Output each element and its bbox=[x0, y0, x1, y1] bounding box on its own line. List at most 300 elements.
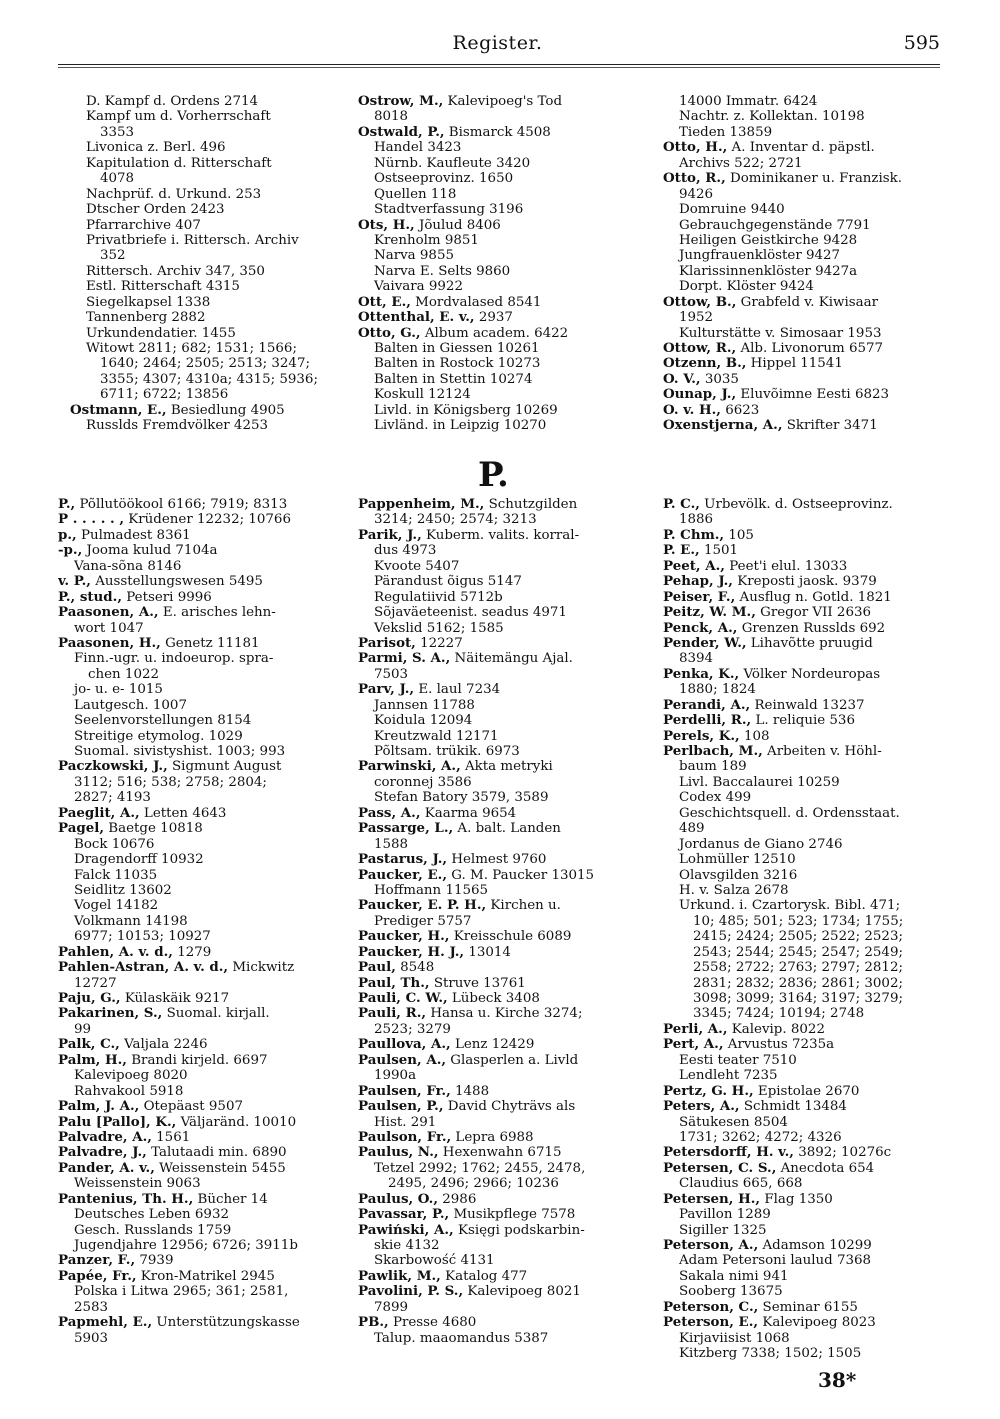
entry-author: Pauli, R., bbox=[358, 1006, 427, 1022]
bottom-column-2 bbox=[358, 497, 594, 1346]
entry-text: Pärandust õigus 5147 bbox=[374, 574, 522, 590]
index-subentry bbox=[58, 1022, 300, 1037]
bottom-column-1 bbox=[58, 497, 300, 1346]
index-subentry bbox=[663, 310, 902, 325]
entry-author: Ott, E., bbox=[358, 294, 411, 310]
index-subentry bbox=[663, 759, 903, 774]
index-subentry bbox=[58, 1068, 300, 1083]
entry-author: Perandi, A., bbox=[663, 697, 751, 713]
index-subentry bbox=[663, 914, 903, 929]
index-subentry bbox=[663, 109, 902, 124]
entry-author: Paju, G., bbox=[58, 991, 121, 1006]
entry-text: Grabfeld v. Kiwisaar bbox=[736, 294, 879, 310]
entry-author: Ottenthal, E. v., bbox=[358, 310, 475, 326]
index-entry bbox=[358, 125, 568, 140]
entry-text: 99 bbox=[74, 1021, 92, 1037]
entry-text: Adam Petersoni laulud 7368 bbox=[679, 1253, 872, 1269]
entry-author: Pass, A., bbox=[358, 805, 421, 821]
entry-text: Glasperlen a. Livld bbox=[446, 1052, 579, 1068]
entry-author: Parisot, bbox=[358, 635, 416, 651]
entry-text: 1886 bbox=[679, 512, 714, 528]
entry-text: H. v. Salza 2678 bbox=[679, 882, 789, 898]
index-subentry bbox=[70, 202, 318, 217]
index-entry bbox=[663, 590, 903, 605]
entry-text: Bücher 14 bbox=[193, 1191, 268, 1207]
index-entry bbox=[663, 1315, 903, 1330]
index-subentry bbox=[70, 248, 318, 263]
index-entry bbox=[358, 326, 568, 341]
entry-text: Jungfrauenklöster 9427 bbox=[679, 248, 841, 264]
entry-author: Ottow, B., bbox=[663, 294, 737, 310]
entry-text: 2827; 4193 bbox=[74, 790, 151, 806]
index-entry bbox=[663, 372, 902, 387]
index-entry bbox=[358, 218, 568, 233]
entry-text: Balten in Rostock 10273 bbox=[374, 356, 541, 372]
entry-text: Kalevipoeg 8021 bbox=[463, 1284, 581, 1300]
entry-text: 4078 bbox=[100, 171, 135, 187]
entry-author: Pavolini, P. S., bbox=[358, 1284, 464, 1300]
index-subentry bbox=[663, 218, 902, 233]
entry-text: Urkundendatier. 1455 bbox=[86, 325, 236, 341]
index-entry bbox=[358, 991, 594, 1006]
entry-author: Paulus, N., bbox=[358, 1145, 439, 1161]
entry-author: Pahlen-Astran, A. v. d., bbox=[58, 960, 229, 976]
entry-text: Hoffmann 11565 bbox=[374, 882, 489, 898]
index-entry bbox=[58, 991, 300, 1006]
entry-author: Oxenstjerna, A., bbox=[663, 418, 783, 434]
entry-text: G. M. Paucker 13015 bbox=[447, 867, 595, 883]
page-number: 595 bbox=[903, 32, 940, 54]
index-entry bbox=[358, 806, 594, 821]
index-entry bbox=[663, 744, 903, 759]
entry-author: Paasonen, H., bbox=[58, 635, 161, 651]
index-entry bbox=[663, 559, 903, 574]
entry-text: Tannenberg 2882 bbox=[86, 310, 206, 326]
entry-author: Pahlen, A. v. d., bbox=[58, 944, 173, 960]
index-entry bbox=[58, 1253, 300, 1268]
entry-author: Peterson, A., bbox=[663, 1238, 759, 1253]
entry-author: Ottow, R., bbox=[663, 341, 737, 356]
index-subentry bbox=[358, 264, 568, 279]
index-subentry bbox=[58, 1084, 300, 1099]
entry-text: Kulturstätte v. Simosaar 1953 bbox=[679, 325, 882, 341]
entry-author: Paeglit, A., bbox=[58, 805, 140, 821]
entry-author: P., bbox=[58, 497, 76, 512]
entry-author: P., stud., bbox=[58, 589, 122, 605]
index-entry bbox=[358, 1315, 594, 1330]
entry-text: jo- u. e- 1015 bbox=[74, 682, 163, 698]
index-subentry bbox=[663, 248, 902, 263]
top-column-2 bbox=[358, 94, 568, 434]
entry-text: 1279 bbox=[172, 944, 212, 960]
entry-text: Streitige etymolog. 1029 bbox=[74, 728, 243, 744]
entry-author: Pawiński, A., bbox=[358, 1222, 454, 1238]
index-subentry bbox=[663, 1223, 903, 1238]
entry-author: PB., bbox=[358, 1315, 389, 1331]
entry-text: Regulatiivid 5712b bbox=[374, 589, 503, 605]
entry-text: Põltsam. trükik. 6973 bbox=[374, 744, 520, 759]
index-subentry bbox=[663, 976, 903, 991]
index-subentry bbox=[358, 109, 568, 124]
entry-text: Reinwald 13237 bbox=[750, 697, 865, 713]
entry-author: Pastarus, J., bbox=[358, 852, 448, 868]
entry-author: Passarge, L., bbox=[358, 821, 454, 837]
entry-author: P. E., bbox=[663, 543, 700, 559]
entry-text: Gebrauchgegenstände 7791 bbox=[679, 217, 871, 233]
index-entry bbox=[358, 945, 594, 960]
entry-author: Perli, A., bbox=[663, 1021, 728, 1037]
entry-text: Ostseeprovinz. 1650 bbox=[374, 171, 514, 187]
index-subentry bbox=[663, 868, 903, 883]
entry-text: Balten in Stettin 10274 bbox=[374, 371, 533, 387]
entry-text: Hexenwahn 6715 bbox=[438, 1145, 562, 1161]
entry-text: Finn.-ugr. u. indoeurop. spra- bbox=[74, 651, 274, 667]
index-subentry bbox=[58, 837, 300, 852]
index-subentry bbox=[663, 279, 902, 294]
entry-text: 1731; 3262; 4272; 4326 bbox=[679, 1129, 842, 1145]
entry-author: Pakarinen, S., bbox=[58, 1006, 163, 1022]
entry-text: Livl. Baccalaurei 10259 bbox=[679, 774, 840, 790]
entry-author: Papée, Fr., bbox=[58, 1268, 137, 1284]
index-entry bbox=[358, 960, 594, 975]
entry-text: 2415; 2424; 2505; 2522; 2523; bbox=[693, 929, 903, 945]
index-entry bbox=[358, 1192, 594, 1207]
index-subentry bbox=[663, 651, 903, 666]
entry-text: Archivs 522; 2721 bbox=[679, 155, 803, 171]
entry-text: Falck 11035 bbox=[74, 867, 158, 883]
index-entry bbox=[70, 403, 318, 418]
entry-text: 3112; 516; 538; 2758; 2804; bbox=[74, 774, 267, 790]
index-subentry bbox=[663, 1068, 903, 1083]
entry-text: Estl. Ritterschaft 4315 bbox=[86, 279, 240, 295]
index-entry bbox=[358, 1053, 594, 1068]
index-entry bbox=[663, 1145, 903, 1160]
index-entry bbox=[358, 651, 594, 666]
entry-text: Kapitulation d. Ritterschaft bbox=[86, 155, 272, 171]
entry-text: 3098; 3099; 3164; 3197; 3279; bbox=[693, 991, 903, 1006]
index-subentry bbox=[663, 202, 902, 217]
entry-text: Näitemängu Ajal. bbox=[450, 651, 573, 667]
entry-author: Peters, A., bbox=[663, 1099, 740, 1115]
index-entry bbox=[358, 1145, 594, 1160]
entry-author: Palvadre, J., bbox=[58, 1145, 147, 1161]
index-entry bbox=[358, 295, 568, 310]
entry-author: Pagel, bbox=[58, 821, 105, 837]
index-subentry bbox=[358, 387, 568, 402]
entry-text: Arvustus 7235a bbox=[723, 1037, 835, 1053]
index-subentry bbox=[663, 1346, 903, 1361]
entry-text: Kvoote 5407 bbox=[374, 558, 460, 574]
index-subentry bbox=[663, 821, 903, 836]
index-subentry bbox=[70, 140, 318, 155]
index-entry bbox=[358, 1130, 594, 1145]
index-subentry bbox=[358, 914, 594, 929]
index-entry bbox=[663, 1161, 903, 1176]
entry-text: Jannsen 11788 bbox=[374, 697, 475, 713]
index-subentry bbox=[58, 621, 300, 636]
entry-text: Mickwitz bbox=[228, 960, 295, 976]
entry-text: Epistolae 2670 bbox=[753, 1083, 860, 1099]
index-entry bbox=[663, 295, 902, 310]
entry-text: 3353 bbox=[100, 124, 135, 140]
index-subentry bbox=[663, 326, 902, 341]
entry-text: Sätukesen 8504 bbox=[679, 1114, 788, 1130]
entry-author: Paulsen, A., bbox=[358, 1052, 447, 1068]
index-entry bbox=[58, 1145, 300, 1160]
entry-text: Dominikaner u. Franzisk. bbox=[725, 171, 903, 187]
entry-text: Krenholm 9851 bbox=[374, 232, 479, 248]
index-subentry bbox=[663, 1331, 903, 1346]
index-subentry bbox=[70, 372, 318, 387]
entry-text: Dorpt. Klöster 9424 bbox=[679, 279, 814, 295]
index-entry bbox=[358, 1207, 594, 1222]
entry-author: Ots, H., bbox=[358, 217, 415, 233]
entry-author: Paucker, E. P. H., bbox=[358, 898, 487, 914]
index-entry bbox=[663, 1084, 903, 1099]
index-entry bbox=[358, 682, 594, 697]
entry-text: Stadtverfassung 3196 bbox=[374, 202, 524, 218]
top-column-3 bbox=[663, 94, 902, 434]
entry-text: Skarbowość 4131 bbox=[374, 1253, 495, 1269]
index-subentry bbox=[663, 991, 903, 1006]
entry-author: Pander, A. v., bbox=[58, 1160, 155, 1176]
entry-text: Księgi podskarbin- bbox=[453, 1222, 585, 1238]
entry-author: Pawlik, M., bbox=[358, 1268, 441, 1284]
entry-text: Pavillon 1289 bbox=[679, 1207, 771, 1223]
entry-text: Jooma kulud 7104a bbox=[82, 543, 218, 559]
entry-text: 3214; 2450; 2574; 3213 bbox=[374, 512, 537, 528]
entry-text: Claudius 665, 668 bbox=[679, 1176, 803, 1192]
entry-text: Struve 13761 bbox=[429, 975, 526, 991]
entry-text: Klarissinnenklöster 9427a bbox=[679, 263, 858, 279]
index-entry bbox=[358, 1084, 594, 1099]
entry-text: wort 1047 bbox=[74, 620, 144, 636]
entry-text: Rittersch. Archiv 347, 350 bbox=[86, 263, 265, 279]
index-subentry bbox=[58, 775, 300, 790]
entry-author: Petersdorff, H. v., bbox=[663, 1145, 794, 1161]
index-entry bbox=[663, 528, 903, 543]
entry-text: Tieden 13859 bbox=[679, 124, 773, 140]
entry-text: 3345; 7424; 10194; 2748 bbox=[693, 1006, 865, 1022]
index-entry bbox=[58, 1192, 300, 1207]
entry-text: Handel 3423 bbox=[374, 140, 462, 156]
index-entry bbox=[358, 1099, 594, 1114]
entry-author: Pertz, G. H., bbox=[663, 1083, 754, 1099]
index-entry bbox=[663, 667, 903, 682]
index-entry bbox=[663, 1099, 903, 1114]
index-subentry bbox=[358, 1022, 594, 1037]
entry-text: 1952 bbox=[679, 310, 714, 326]
entry-text: Jordanus de Giano 2746 bbox=[679, 836, 843, 852]
index-subentry bbox=[663, 1284, 903, 1299]
entry-text: Sakala nimi 941 bbox=[679, 1268, 789, 1284]
entry-text: Nachtr. z. Kollektan. 10198 bbox=[679, 109, 865, 125]
entry-text: Stefan Batory 3579, 3589 bbox=[374, 790, 549, 806]
entry-text: Narva 9855 bbox=[374, 248, 454, 264]
entry-text: Codex 499 bbox=[679, 790, 752, 806]
index-subentry bbox=[58, 682, 300, 697]
entry-text: 3892; 10276c bbox=[793, 1145, 892, 1161]
entry-author: P. Chm., bbox=[663, 527, 725, 543]
index-entry bbox=[58, 1315, 300, 1330]
entry-author: Pantenius, Th. H., bbox=[58, 1191, 194, 1207]
entry-text: Koskull 12124 bbox=[374, 387, 471, 403]
index-entry bbox=[663, 636, 903, 651]
index-subentry bbox=[358, 1161, 594, 1176]
entry-text: Kalevipoeg 8020 bbox=[74, 1068, 188, 1084]
entry-author: Otto, R., bbox=[663, 171, 726, 187]
index-subentry bbox=[663, 1115, 903, 1130]
entry-text: Kuberm. valits. korral- bbox=[421, 527, 580, 543]
top-column-1 bbox=[70, 94, 318, 434]
index-entry bbox=[58, 528, 300, 543]
entry-text: Gregor VII 2636 bbox=[755, 605, 872, 621]
entry-text: 8394 bbox=[679, 651, 714, 667]
entry-author: Parwinski, A., bbox=[358, 759, 461, 775]
index-subentry bbox=[58, 559, 300, 574]
running-title: Register. bbox=[452, 32, 543, 54]
entry-author: Parmi, S. A., bbox=[358, 651, 451, 667]
index-entry bbox=[663, 387, 902, 402]
entry-text: Lepra 6988 bbox=[451, 1129, 534, 1145]
index-subentry bbox=[58, 698, 300, 713]
entry-text: Vekslid 5162; 1585 bbox=[374, 620, 504, 636]
index-entry bbox=[58, 1130, 300, 1145]
index-entry bbox=[663, 729, 903, 744]
index-entry bbox=[663, 1022, 903, 1037]
index-entry bbox=[58, 590, 300, 605]
index-subentry bbox=[358, 729, 594, 744]
entry-text: Kalevipoeg's Tod bbox=[443, 94, 563, 109]
index-subentry bbox=[358, 559, 594, 574]
entry-text: Sooberg 13675 bbox=[679, 1284, 783, 1300]
entry-text: Põllutöökool 6166; 7919; 8313 bbox=[75, 497, 288, 512]
index-entry bbox=[663, 403, 902, 418]
entry-author: Palm, J. A., bbox=[58, 1099, 140, 1115]
entry-author: Pauli, C. W., bbox=[358, 991, 448, 1006]
index-subentry bbox=[358, 744, 594, 759]
entry-text: Gesch. Russlands 1759 bbox=[74, 1222, 232, 1238]
index-subentry bbox=[663, 1253, 903, 1268]
header-rule-double bbox=[58, 67, 940, 68]
entry-text: Livländ. in Leipzig 10270 bbox=[374, 418, 547, 434]
entry-text: Siegelkapsel 1338 bbox=[86, 294, 211, 310]
entry-author: Paulsen, P., bbox=[358, 1099, 444, 1115]
index-subentry bbox=[58, 790, 300, 805]
entry-text: Nachprüf. d. Urkund. 253 bbox=[86, 186, 262, 202]
entry-text: Geschichtsquell. d. Ordensstaat. bbox=[679, 805, 900, 821]
index-entry bbox=[358, 497, 594, 512]
index-entry bbox=[58, 497, 300, 512]
entry-text: Kaarma 9654 bbox=[420, 805, 517, 821]
index-subentry bbox=[358, 512, 594, 527]
entry-author: Paucker, H. J., bbox=[358, 944, 465, 960]
entry-author: Pender, W., bbox=[663, 635, 747, 651]
entry-author: Ostmann, E., bbox=[70, 402, 167, 418]
index-subentry bbox=[70, 295, 318, 310]
index-entry bbox=[663, 140, 902, 155]
entry-text: Mordvalased 8541 bbox=[410, 294, 542, 310]
index-subentry bbox=[70, 94, 318, 109]
entry-text: Pfarrarchive 407 bbox=[86, 217, 201, 233]
index-subentry bbox=[70, 387, 318, 402]
index-entry bbox=[663, 574, 903, 589]
entry-text: A. balt. Landen bbox=[453, 821, 561, 837]
entry-text: Dragendorff 10932 bbox=[74, 852, 204, 868]
entry-text: Kitzberg 7338; 1502; 1505 bbox=[679, 1346, 862, 1362]
entry-text: Presse 4680 bbox=[388, 1315, 477, 1331]
bottom-column-3 bbox=[663, 497, 903, 1362]
entry-text: Livonica z. Berl. 496 bbox=[86, 140, 226, 156]
index-subentry bbox=[70, 218, 318, 233]
entry-text: Grenzen Russlds 692 bbox=[737, 620, 886, 636]
entry-text: Külaskäik 9217 bbox=[120, 991, 230, 1006]
entry-text: 108 bbox=[739, 728, 770, 744]
index-subentry bbox=[70, 418, 318, 433]
entry-author: Perlbach, M., bbox=[663, 744, 763, 759]
entry-author: Otto, G., bbox=[358, 325, 421, 341]
index-subentry bbox=[663, 1130, 903, 1145]
entry-text: 1588 bbox=[374, 836, 409, 852]
entry-text: Völker Nordeuropas bbox=[739, 666, 881, 682]
entry-author: Paczkowski, J., bbox=[58, 759, 168, 775]
entry-text: Suomal. sivistyshist. 1003; 993 bbox=[74, 744, 286, 759]
entry-text: Ausflug n. Gotld. 1821 bbox=[735, 589, 892, 605]
entry-text: Vana-sõna 8146 bbox=[74, 558, 182, 574]
entry-author: Palvadre, A., bbox=[58, 1129, 152, 1145]
index-subentry bbox=[663, 94, 902, 109]
index-subentry bbox=[663, 233, 902, 248]
index-subentry bbox=[358, 171, 568, 186]
entry-text: Alb. Livonorum 6577 bbox=[736, 341, 884, 356]
entry-text: Pulmadest 8361 bbox=[76, 527, 191, 543]
entry-text: Hippel 11541 bbox=[746, 356, 843, 372]
entry-author: Ounap, J., bbox=[663, 387, 737, 403]
index-entry bbox=[58, 759, 300, 774]
entry-author: Paulson, Fr., bbox=[358, 1129, 452, 1145]
entry-text: Kreutzwald 12171 bbox=[374, 728, 499, 744]
entry-text: Kalevip. 8022 bbox=[727, 1021, 825, 1037]
entry-text: E. laul 7234 bbox=[414, 682, 501, 698]
entry-text: Polska i Litwa 2965; 361; 2581, bbox=[74, 1284, 289, 1300]
index-entry bbox=[358, 898, 594, 913]
index-subentry bbox=[58, 929, 300, 944]
index-entry bbox=[358, 1006, 594, 1021]
entry-text: Hansa u. Kirche 3274; bbox=[426, 1006, 583, 1022]
index-subentry bbox=[663, 790, 903, 805]
entry-author: Peiser, F., bbox=[663, 589, 736, 605]
entry-text: Russlds Fremdvölker 4253 bbox=[86, 418, 269, 434]
entry-text: 352 bbox=[100, 248, 126, 264]
entry-text: Lautgesch. 1007 bbox=[74, 697, 187, 713]
entry-text: 2583 bbox=[74, 1299, 109, 1315]
entry-text: Musikpflege 7578 bbox=[449, 1207, 576, 1223]
index-subentry bbox=[70, 264, 318, 279]
index-subentry bbox=[663, 960, 903, 975]
index-entry bbox=[663, 418, 902, 433]
entry-author: Paucker, H., bbox=[358, 929, 450, 945]
entry-author: Parik, J., bbox=[358, 527, 422, 543]
entry-text: Seminar 6155 bbox=[758, 1299, 858, 1315]
entry-text: Lendleht 7235 bbox=[679, 1068, 778, 1084]
index-entry bbox=[358, 1037, 594, 1052]
index-subentry bbox=[358, 775, 594, 790]
entry-author: Parv, J., bbox=[358, 682, 415, 698]
index-entry bbox=[358, 759, 594, 774]
index-subentry bbox=[663, 945, 903, 960]
entry-text: Volkmann 14198 bbox=[74, 913, 188, 929]
entry-text: 1880; 1824 bbox=[679, 682, 756, 698]
